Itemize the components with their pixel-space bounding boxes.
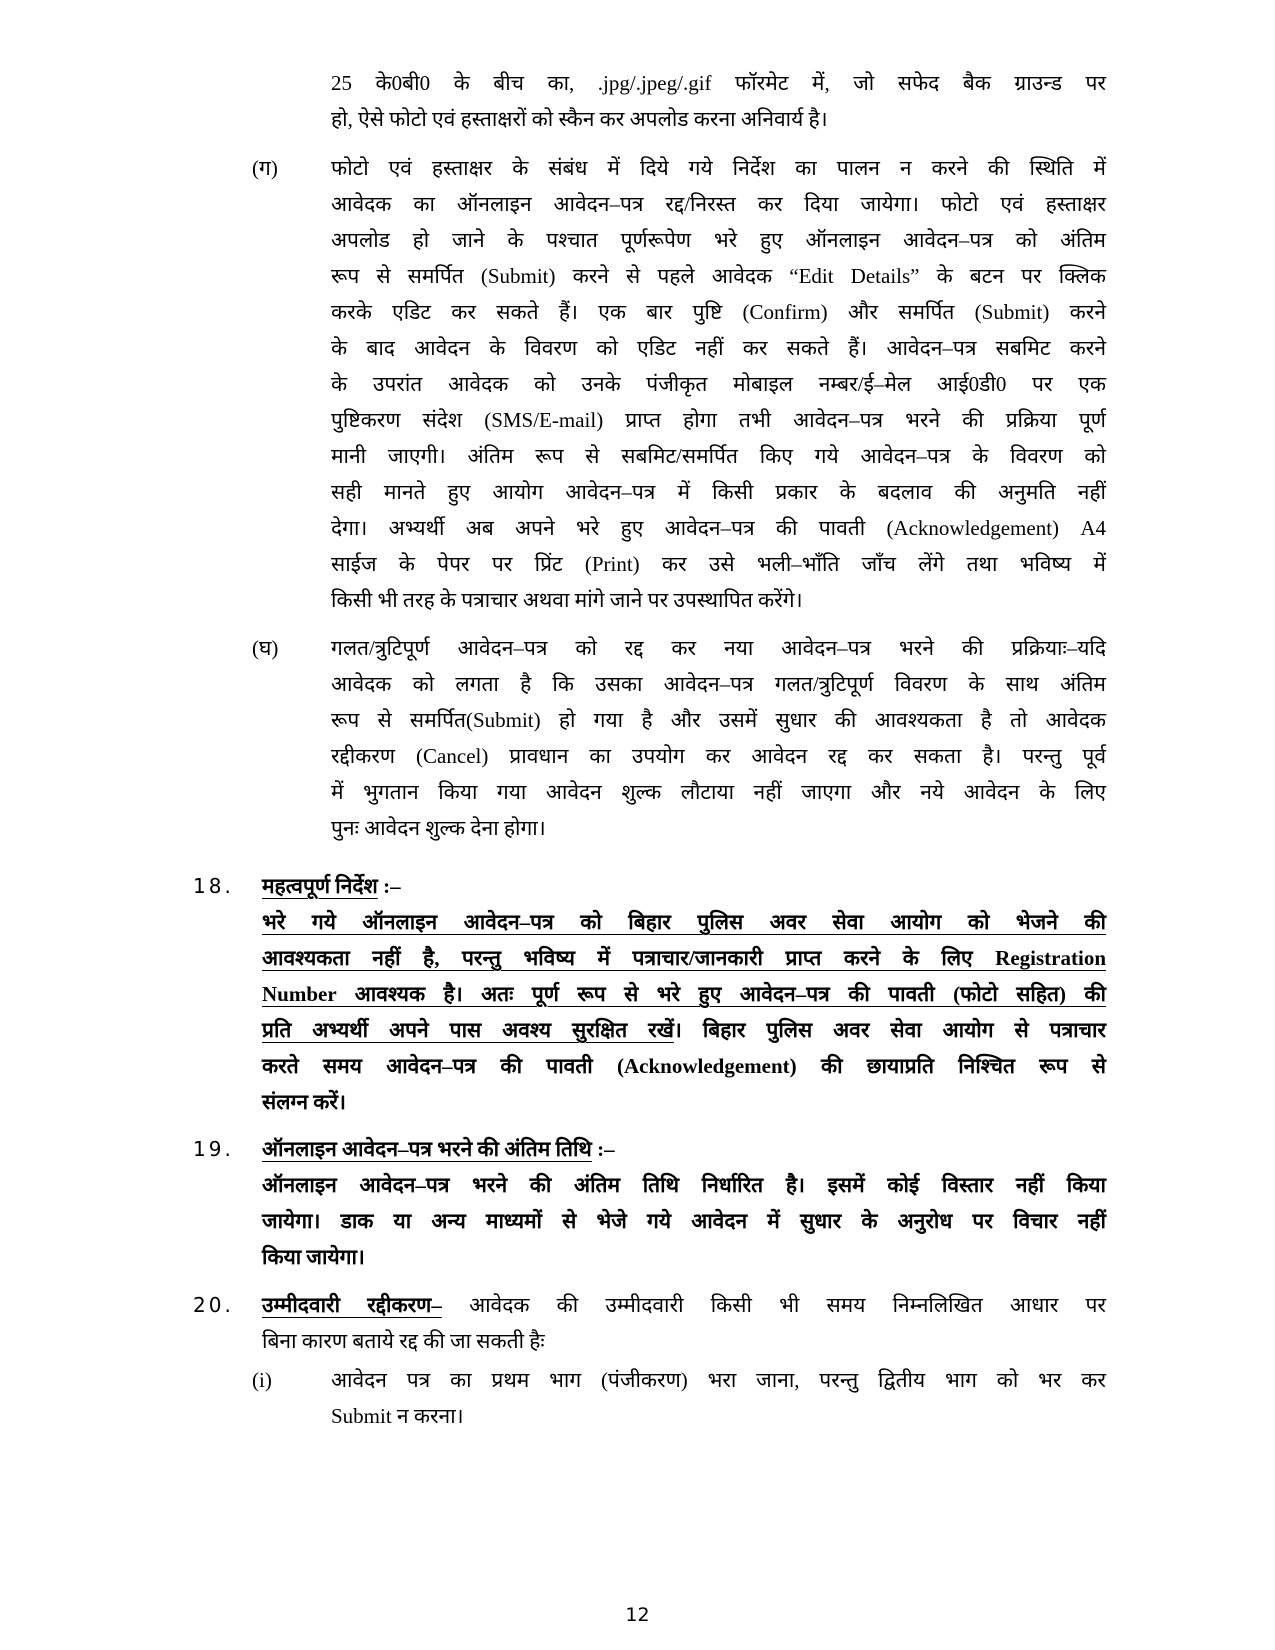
paragraph-line: फोटो एवं हस्ताक्षर के संबंध में दिये गये निर्देश का पालन न करने की स्थिति में: [331, 156, 1106, 180]
section-18-heading: [262, 868, 1106, 904]
paragraph-line: रूप से समर्पित(Submit) हो गया है और उसमें सुधार की आवश्यकता है तो आवेदक: [331, 708, 1106, 732]
paragraph-line: रद्दीकरण (Cancel) प्रावधान का उपयोग कर आवेदन रद्द कर सकता है। परन्तु पूर्व: [331, 744, 1106, 768]
intro-line: 25 के0बी0 के बीच का, .jpg/.jpeg/.gif फॉरमेट में, जो सफेद बैक ग्राउन्ड पर: [331, 71, 1106, 95]
paragraph-line: रूप से समर्पित (Submit) करने से पहले आवेदक “Edit Details” के बटन पर क्लिक: [331, 264, 1106, 288]
paragraph-line: आवेदक का ऑनलाइन आवेदन–पत्र रद्द/निरस्त कर दिया जायेगा। फोटो एवं हस्ताक्षर: [331, 192, 1106, 216]
section-number-20: 20.: [193, 1293, 234, 1317]
paragraph-line: जायेगा। डाक या अन्य माध्यमों से भेजे गये आवेदन में सुधार के अनुरोध पर विचार नहीं: [262, 1209, 1106, 1233]
intro-line: हो, ऐसे फोटो एवं हस्ताक्षरों को स्कैन कर अपलोड करना अनिवार्य है।: [331, 107, 828, 131]
paragraph-line: संलग्न करें।: [262, 1090, 346, 1114]
paragraph-line: बिना कारण बताये रद्द की जा सकती हैः: [262, 1329, 545, 1353]
paragraph-line: गलत/त्रुटिपूर्ण आवेदन–पत्र को रद्द कर नया आवेदन–पत्र भरने की प्रक्रियाः–यदि: [331, 636, 1106, 660]
underlined-line: भरे गये ऑनलाइन आवेदन–पत्र को बिहार पुलिस अवर सेवा आयोग को भेजने की: [262, 910, 1106, 934]
underlined-line: Number आवश्यक है। अतः पूर्ण रूप से भरे हुए आवेदन–पत्र की पावती (फोटो सहित) की: [262, 982, 1106, 1006]
section-number-18: 18.: [193, 874, 234, 898]
paragraph-line: साईज के पेपर पर प्रिंट (Print) कर उसे भली–भॉंति जॉंच लेंगे तथा भविष्य में: [331, 552, 1106, 576]
paragraph-line: देगा। अभ्यर्थी अब अपने भरे हुए आवेदन–पत्र की पावती (Acknowledgement) A4: [331, 516, 1106, 540]
paragraph-line: के बाद आवेदन के विवरण को एडिट नहीं कर सकते हैं। आवेदन–पत्र सबमिट करने: [331, 336, 1106, 360]
heading-suffix: :–: [591, 1137, 615, 1161]
sub-item-line: आवेदन पत्र का प्रथम भाग (पंजीकरण) भरा जाना, परन्तु द्वितीय भाग को भर कर: [331, 1368, 1106, 1392]
item-marker-ga: (ग): [252, 156, 278, 180]
item-marker-gha: (घ): [252, 636, 279, 660]
sub-item-marker: (i): [252, 1368, 272, 1392]
section-19-heading: [262, 1131, 1106, 1167]
sub-item-line: Submit न करना।: [331, 1404, 464, 1428]
paragraph-line: सही मानते हुए आयोग आवेदन–पत्र में किसी प्रकार के बदलाव की अनुमति नहीं: [331, 480, 1106, 504]
page-number: 12: [625, 1604, 650, 1626]
paragraph-line: करके एडिट कर सकते हैं। एक बार पुष्टि (Confirm) और समर्पित (Submit) करने: [331, 300, 1106, 324]
paragraph-line: अपलोड हो जाने के पश्चात पूर्णरूपेण भरे हुए ऑनलाइन आवेदन–पत्र को अंतिम: [331, 228, 1106, 252]
paragraph-line: ऑनलाइन आवेदन–पत्र भरने की अंतिम तिथि निर्धारित है। इसमें कोई विस्तार नहीं किया: [262, 1173, 1106, 1197]
underlined-phrase: प्रति अभ्यर्थी अपने पास अवश्य सुरक्षित रखें: [262, 1018, 674, 1042]
section-number-19: 19.: [193, 1137, 234, 1161]
paragraph-line: पुष्टिकरण संदेश (SMS/E-mail) प्राप्त होगा तभी आवेदन–पत्र भरने की प्रक्रिया पूर्ण: [331, 408, 1106, 432]
paragraph-line: में भुगतान किया गया आवेदन शुल्क लौटाया नहीं जाएगा और नये आवेदन के लिए: [331, 780, 1106, 804]
plain-phrase: आवेदक की उम्मीदवारी किसी भी समय निम्नलिखित आधार पर: [441, 1293, 1107, 1317]
section-20-first-line: [262, 1287, 1106, 1323]
mixed-line: [262, 1012, 1106, 1048]
paragraph-line: पुनः आवेदन शुल्क देना होगा।: [331, 816, 546, 840]
paragraph-line: किया जायेगा।: [262, 1245, 365, 1269]
paragraph-line: मानी जाएगी। अंतिम रूप से सबमिट/समर्पित किए गये आवेदन–पत्र के विवरण को: [331, 444, 1106, 468]
heading-suffix: :–: [377, 874, 401, 898]
section-heading-text: ऑनलाइन आवेदन–पत्र भरने की अंतिम तिथि: [262, 1137, 592, 1161]
plain-phrase: । बिहार पुलिस अवर सेवा आयोग से पत्राचार: [673, 1018, 1106, 1042]
paragraph-line: करते समय आवेदन–पत्र की पावती (Acknowledgement) की छायाप्रति निश्चित रूप से: [262, 1054, 1106, 1078]
section-heading-text: उम्मीदवारी रद्दीकरण–: [262, 1293, 442, 1317]
underlined-line: आवश्यकता नहीं है, परन्तु भविष्य में पत्राचार/जानकारी प्राप्त करने के लिए Registration: [262, 946, 1106, 970]
paragraph-line: आवेदक को लगता है कि उसका आवेदन–पत्र गलत/त्रुटिपूर्ण विवरण के साथ अंतिम: [331, 672, 1106, 696]
section-heading-text: महत्वपूर्ण निर्देश: [262, 874, 378, 898]
paragraph-line: किसी भी तरह के पत्राचार अथवा मांगे जाने पर उपस्थापित करेंगे।: [331, 588, 803, 612]
paragraph-line: के उपरांत आवेदक को उनके पंजीकृत मोबाइल नम्बर/ई–मेल आई0डी0 पर एक: [331, 372, 1106, 396]
